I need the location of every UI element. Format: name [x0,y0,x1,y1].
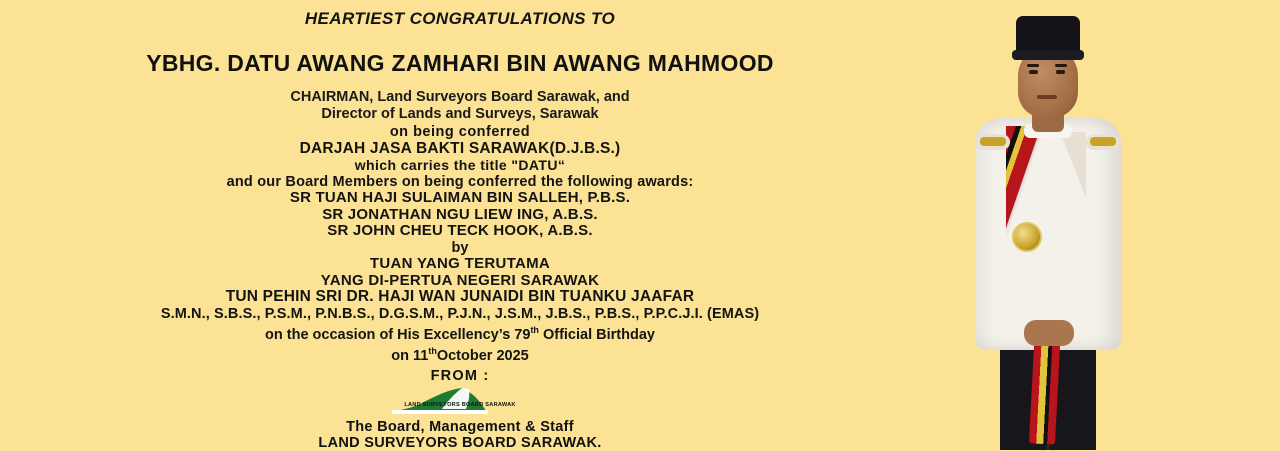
occasion-line [0,322,920,343]
honoree-role-line-2: Director of Lands and Surveys, Sarawak [321,106,599,122]
date-ordinal: th [428,346,437,357]
logo-container [0,388,920,418]
footer-line-2: LAND SURVEYORS BOARD SARAWAK. [318,435,602,451]
list-item: SR JOHN CHEU TECK HOOK, A.B.S. [327,222,593,239]
conferrer-post: YANG DI-PERTUA NEGERI SARAWAK [320,271,600,289]
members-intro: and our Board Members on being conferred the following awards: [226,173,694,190]
by-label: by [451,239,469,256]
portrait-brow-left [1027,64,1039,67]
honoree-role [0,89,920,123]
award-name: DARJAH JASA BAKTI SARAWAK(D.J.B.S.) [299,139,621,157]
award-details [0,124,920,365]
portrait-eye-left [1029,70,1038,74]
conferrer-name: TUN PEHIN SRI DR. HAJI WAN JUNAIDI BIN TUANKU JAAFAR [225,288,695,305]
logo-wordmark: LAND SURVEYORS BOARD SARAWAK [404,402,516,408]
congratulations-heading: HEARTIEST CONGRATULATIONS TO [304,9,616,28]
conferred-label: on being conferred [389,124,531,140]
portrait-epaulette-right [1090,137,1116,146]
portrait-eye-right [1056,70,1065,74]
conferrer-honours: S.M.N., S.B.S., P.S.M., P.N.B.S., D.G.S.M., P.J.N., J.S.M., J.B.S., P.B.S., P.P.C.J.I. (EMAS) [160,305,760,322]
occasion-suffix: Official Birthday [538,326,655,343]
occasion-prefix: on the occasion of His Excellency’s 79 [265,326,531,343]
banner-footer [0,419,920,451]
honoree-role-line-1: CHAIRMAN, Land Surveyors Board Sarawak, and [290,89,630,105]
list-item: SR JONATHAN NGU LIEW ING, A.B.S. [322,205,598,223]
portrait-songkok-brim [1012,50,1084,60]
date-suffix: October 2025 [436,348,529,365]
award-title-line: which carries the title "DATU“ [354,157,566,173]
portrait-hands [1024,320,1074,346]
land-surveyors-board-logo [374,388,546,416]
portrait-epaulette-left [980,137,1006,146]
footer-line-1: The Board, Management & Staff [346,419,574,435]
date-prefix: on 11 [391,348,429,365]
conferrer-title: TUAN YANG TERUTAMA [369,255,551,272]
from-label: FROM : [430,368,490,384]
portrait-medal-star-icon [1012,222,1042,252]
list-item: SR TUAN HAJI SULAIMAN BIN SALLEH, P.B.S. [289,189,631,206]
honoree-portrait [948,12,1148,450]
occasion-ordinal: th [530,325,539,335]
date-line [0,343,920,364]
portrait-brow-right [1055,64,1067,67]
portrait-mouth [1037,95,1057,99]
honoree-name: YBHG. DATU AWANG ZAMHARI BIN AWANG MAHMOOD [146,50,774,76]
